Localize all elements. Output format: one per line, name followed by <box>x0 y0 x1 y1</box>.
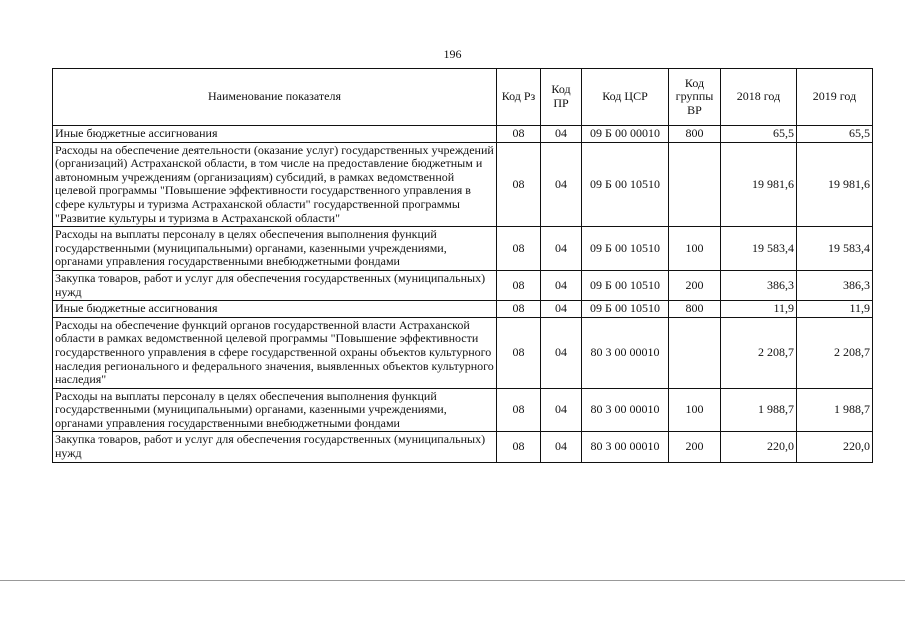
header-2019: 2019 год <box>797 69 873 126</box>
csr-code: 09 Б 00 10510 <box>582 142 669 227</box>
indicator-name: Иные бюджетные ассигнования <box>53 126 497 143</box>
table-header <box>53 69 873 126</box>
table-row <box>53 142 873 227</box>
pr-code: 04 <box>541 317 582 388</box>
page-bottom-divider <box>0 580 905 581</box>
pr-code: 04 <box>541 301 582 318</box>
pr-code: 04 <box>541 432 582 462</box>
page-number: 196 <box>443 47 462 61</box>
table-body <box>53 126 873 463</box>
vr-code: 100 <box>669 388 721 432</box>
csr-code: 80 3 00 00010 <box>582 317 669 388</box>
rz-code: 08 <box>497 126 541 143</box>
rz-code: 08 <box>497 317 541 388</box>
table-row <box>53 270 873 300</box>
value-2018: 1 988,7 <box>721 388 797 432</box>
rz-code: 08 <box>497 270 541 300</box>
indicator-name: Иные бюджетные ассигнования <box>53 301 497 318</box>
pr-code: 04 <box>541 142 582 227</box>
csr-code: 80 3 00 00010 <box>582 432 669 462</box>
header-rz: Код Рз <box>497 69 541 126</box>
value-2019: 19 583,4 <box>797 227 873 271</box>
csr-code: 80 3 00 00010 <box>582 388 669 432</box>
pr-code: 04 <box>541 270 582 300</box>
indicator-name: Расходы на обеспечение функций органов государственной власти Астраханской области в рамках ведомственной целевой программы "Повышение эффективности государственного управления в сфере государственной охраны объектов культурного наследия регионального и федерального значения, выявленных объектов культурного наследия" <box>53 317 497 388</box>
pr-code: 04 <box>541 388 582 432</box>
table-row <box>53 317 873 388</box>
header-csr: Код ЦСР <box>582 69 669 126</box>
table-row <box>53 388 873 432</box>
indicator-name: Закупка товаров, работ и услуг для обеспечения государственных (муниципальных) нужд <box>53 270 497 300</box>
value-2019: 65,5 <box>797 126 873 143</box>
value-2018: 19 981,6 <box>721 142 797 227</box>
value-2019: 220,0 <box>797 432 873 462</box>
csr-code: 09 Б 00 10510 <box>582 301 669 318</box>
pr-code: 04 <box>541 126 582 143</box>
value-2019: 1 988,7 <box>797 388 873 432</box>
indicator-name: Расходы на обеспечение деятельности (оказание услуг) государственных учреждений (организаций) Астраханской области, в том числе на предоставление бюджетным и автономным учреждениям (организациям) субсидий, в рамках ведомственной целевой программы "Повышение эффективности государственного управления в сфере культуры и туризма Астраханской области" государственной программы "Развитие культуры и туризма в Астраханской области" <box>53 142 497 227</box>
value-2018: 386,3 <box>721 270 797 300</box>
rz-code: 08 <box>497 227 541 271</box>
csr-code: 09 Б 00 10510 <box>582 270 669 300</box>
header-name: Наименование показателя <box>53 69 497 126</box>
budget-table <box>52 68 873 463</box>
vr-code: 100 <box>669 227 721 271</box>
csr-code: 09 Б 00 00010 <box>582 126 669 143</box>
indicator-name: Расходы на выплаты персоналу в целях обеспечения выполнения функций государственными (муниципальными) органами, казенными учреждениями, органами управления государственными внебюджетными фондами <box>53 388 497 432</box>
value-2019: 386,3 <box>797 270 873 300</box>
value-2018: 19 583,4 <box>721 227 797 271</box>
value-2019: 19 981,6 <box>797 142 873 227</box>
value-2018: 220,0 <box>721 432 797 462</box>
value-2019: 11,9 <box>797 301 873 318</box>
value-2019: 2 208,7 <box>797 317 873 388</box>
header-vr: Код группы ВР <box>669 69 721 126</box>
table-row <box>53 301 873 318</box>
vr-code: 200 <box>669 270 721 300</box>
rz-code: 08 <box>497 142 541 227</box>
vr-code: 200 <box>669 432 721 462</box>
vr-code: 800 <box>669 301 721 318</box>
header-2018: 2018 год <box>721 69 797 126</box>
table-row <box>53 227 873 271</box>
vr-code: 800 <box>669 126 721 143</box>
indicator-name: Закупка товаров, работ и услуг для обеспечения государственных (муниципальных) нужд <box>53 432 497 462</box>
pr-code: 04 <box>541 227 582 271</box>
indicator-name: Расходы на выплаты персоналу в целях обеспечения выполнения функций государственными (муниципальными) органами, казенными учреждениями, органами управления государственными внебюджетными фондами <box>53 227 497 271</box>
table-row <box>53 126 873 143</box>
header-row <box>53 69 873 126</box>
vr-code <box>669 142 721 227</box>
table-row <box>53 432 873 462</box>
value-2018: 11,9 <box>721 301 797 318</box>
rz-code: 08 <box>497 432 541 462</box>
value-2018: 2 208,7 <box>721 317 797 388</box>
rz-code: 08 <box>497 301 541 318</box>
rz-code: 08 <box>497 388 541 432</box>
value-2018: 65,5 <box>721 126 797 143</box>
header-pr: Код ПР <box>541 69 582 126</box>
vr-code <box>669 317 721 388</box>
csr-code: 09 Б 00 10510 <box>582 227 669 271</box>
